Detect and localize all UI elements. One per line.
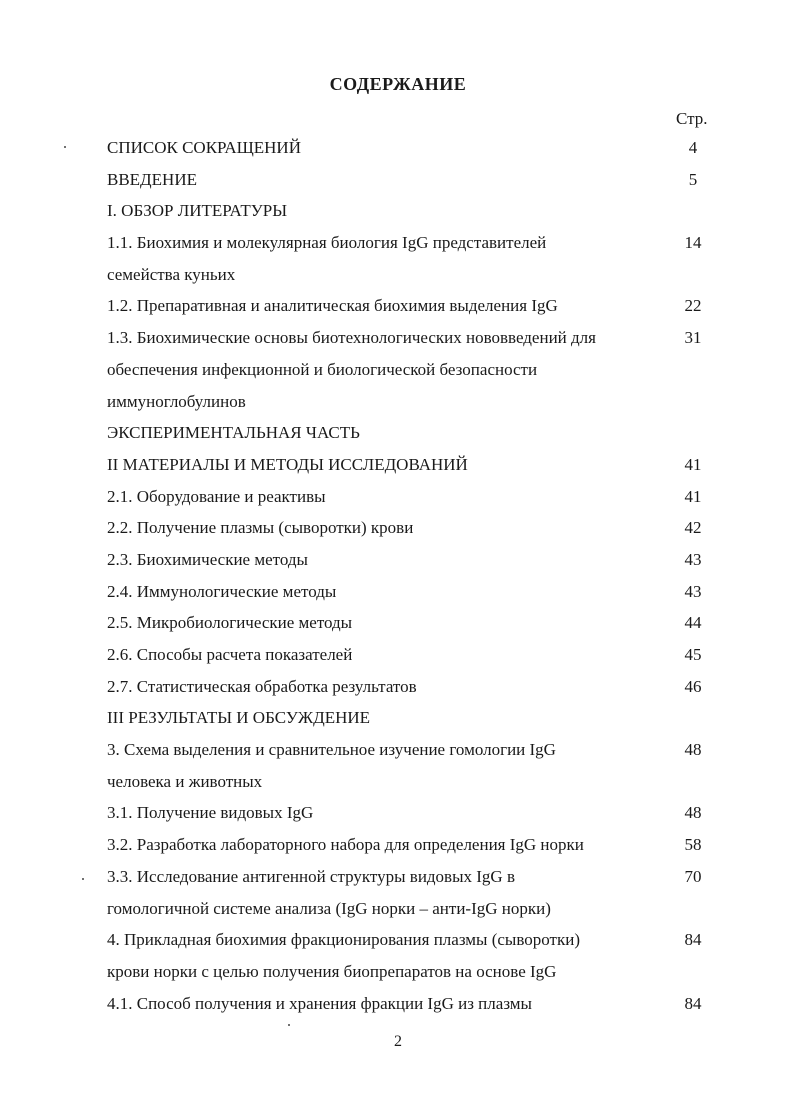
- toc-entry-page: 46: [684, 676, 702, 696]
- toc-entry-text: СПИСОК СОКРАЩЕНИЙ: [107, 138, 301, 157]
- toc-entry-page: 44: [684, 613, 702, 633]
- toc-entry: [107, 132, 707, 164]
- toc-entry-page: 48: [684, 803, 702, 823]
- toc-entry-text: человека и животных: [107, 771, 263, 791]
- toc-entry-text: 1.3. Биохимические основы биотехнологических нововведений для: [107, 328, 596, 348]
- toc-entry-text: иммуноглобулинов: [107, 391, 246, 411]
- scan-speck: [64, 146, 66, 148]
- toc-entry: [107, 227, 707, 259]
- toc-entry: [107, 481, 707, 513]
- toc-entry: [107, 893, 707, 925]
- scan-speck: [82, 878, 84, 880]
- toc-entry: [107, 512, 707, 544]
- toc-entry-text: 3.2. Разработка лабораторного набора для определения IgG норки: [107, 835, 584, 855]
- toc-entry-page: 14: [684, 233, 702, 253]
- toc-entry: [107, 607, 707, 639]
- toc-entry-text: ВВЕДЕНИЕ: [107, 169, 197, 189]
- toc-entry: [107, 956, 707, 988]
- toc-entry-page: 58: [684, 835, 702, 855]
- toc-entry-text: 2.3. Биохимические методы: [107, 549, 308, 569]
- toc-entry: [107, 576, 707, 608]
- toc-entry-page: 84: [684, 930, 702, 950]
- page-number: 2: [394, 1033, 402, 1050]
- toc-entry-text: 4. Прикладная биохимия фракционирования плазмы (сыворотки): [107, 930, 580, 950]
- toc-entry-text: ЭКСПЕРИМЕНТАЛЬНАЯ ЧАСТЬ: [107, 423, 360, 443]
- toc-entry: [107, 829, 707, 861]
- toc-entry-page: 70: [684, 866, 702, 886]
- toc-entry-text: обеспечения инфекционной и биологической безопасности: [107, 359, 538, 379]
- toc-entry-text: 1.1. Биохимия и молекулярная биология IgG представителей: [107, 233, 547, 253]
- toc-entry-text: 4.1. Способ получения и хранения фракции IgG из плазмы: [107, 993, 532, 1013]
- toc-entry-page: 41: [684, 486, 702, 506]
- toc-entry-page: 41: [684, 454, 702, 474]
- toc-entry: [107, 861, 707, 893]
- toc-entry-page: 45: [684, 645, 702, 664]
- toc-entry-text: 3. Схема выделения и сравнительное изучение гомологии IgG: [107, 740, 556, 760]
- toc-entry: [107, 417, 707, 449]
- toc-entry: [107, 322, 707, 354]
- toc-entry: [107, 702, 707, 734]
- table-of-contents: [107, 132, 707, 1019]
- toc-entry-page: 42: [684, 518, 702, 538]
- toc-entry: [107, 639, 707, 671]
- toc-entry: [107, 195, 707, 227]
- toc-entry: [107, 290, 707, 322]
- toc-entry-text: II МАТЕРИАЛЫ И МЕТОДЫ ИССЛЕДОВАНИЙ: [107, 454, 468, 474]
- toc-entry-text: гомологичной системе анализа (IgG норки – анти-IgG норки): [107, 898, 551, 918]
- toc-entry: [107, 797, 707, 829]
- toc-entry-page: 84: [684, 993, 702, 1013]
- toc-entry: [107, 671, 707, 703]
- toc-entry-text: 3.3. Исследование антигенной структуры видовых IgG в: [107, 866, 515, 886]
- toc-entry: [107, 766, 707, 798]
- toc-entry: [107, 259, 707, 291]
- toc-entry-page: 22: [684, 296, 702, 316]
- toc-entry-text: 2.2. Получение плазмы (сыворотки) крови: [107, 518, 414, 538]
- toc-entry-text: I. ОБЗОР ЛИТЕРАТУРЫ: [107, 201, 288, 221]
- page-title: СОДЕРЖАНИЕ: [329, 74, 467, 94]
- toc-entry: [107, 734, 707, 766]
- toc-entry-page: 43: [684, 581, 702, 601]
- toc-entry: [107, 544, 707, 576]
- toc-entry-text: 2.4. Иммунологические методы: [107, 581, 337, 601]
- page-column-header: Стр.: [676, 109, 708, 128]
- toc-entry-page: 48: [684, 740, 702, 760]
- toc-entry: [107, 924, 707, 956]
- toc-entry: [107, 164, 707, 196]
- toc-entry: [107, 449, 707, 481]
- toc-entry: [107, 988, 707, 1020]
- toc-entry-text: 2.7. Статистическая обработка результатов: [107, 676, 417, 696]
- toc-entry-text: 3.1. Получение видовых IgG: [107, 803, 314, 823]
- toc-entry-page: 43: [684, 549, 702, 569]
- toc-entry-text: 1.2. Препаративная и аналитическая биохимия выделения IgG: [107, 296, 558, 316]
- toc-entry-text: семейства куньих: [107, 264, 236, 284]
- toc-entry: [107, 386, 707, 418]
- toc-entry-page: 4: [688, 138, 698, 157]
- toc-entry-text: 2.1. Оборудование и реактивы: [107, 486, 326, 506]
- toc-entry-text: 2.5. Микробиологические методы: [107, 613, 353, 633]
- toc-entry-page: 5: [688, 169, 698, 189]
- toc-entry-text: 2.6. Способы расчета показателей: [107, 645, 353, 664]
- scan-speck: [288, 1024, 290, 1026]
- toc-entry-page: 31: [684, 328, 702, 348]
- toc-entry-text: крови норки с целью получения биопрепаратов на основе IgG: [107, 961, 557, 981]
- toc-entry-text: III РЕЗУЛЬТАТЫ И ОБСУЖДЕНИЕ: [107, 708, 371, 728]
- toc-entry: [107, 354, 707, 386]
